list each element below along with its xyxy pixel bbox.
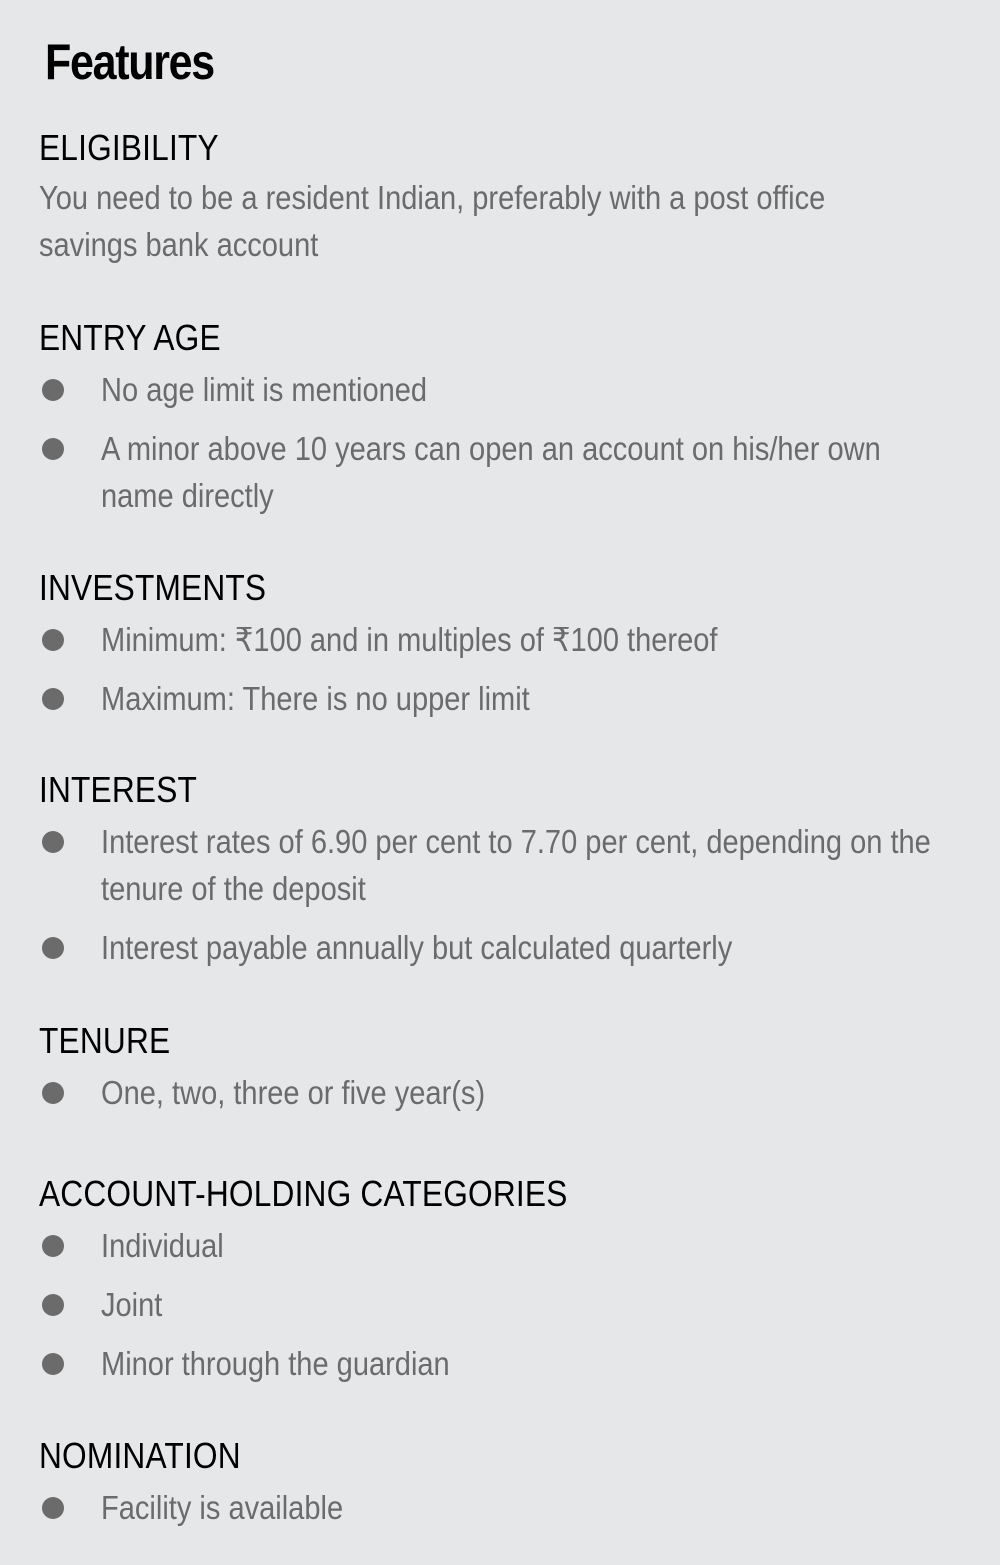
list-item-text: One, two, three or five year(s) (101, 1074, 486, 1111)
list-item-text: Facility is available (101, 1489, 344, 1526)
list-item (39, 1069, 960, 1116)
list-item (39, 366, 960, 413)
list-item-text: Maximum: There is no upper limit (101, 680, 530, 717)
page-title: Features (45, 34, 214, 90)
section-tenure (39, 1019, 960, 1128)
section-interest (39, 768, 960, 983)
list-item (39, 924, 960, 971)
list-item-text: Interest payable annually but calculated quarterly (101, 929, 733, 966)
list-item (39, 616, 960, 663)
section-account-holding-categories (39, 1172, 960, 1399)
section-heading: TENURE (39, 1020, 171, 1061)
list-item (39, 1340, 960, 1387)
section-heading: ACCOUNT-HOLDING CATEGORIES (39, 1173, 568, 1214)
bullet-list (39, 1222, 960, 1387)
section-heading: ELIGIBILITY (39, 127, 219, 168)
list-item (39, 1484, 960, 1531)
list-item-text: Individual (101, 1227, 224, 1264)
section-heading: INTEREST (39, 769, 198, 810)
list-item-text: Minor through the guardian (101, 1345, 450, 1382)
bullet-icon (42, 379, 64, 401)
list-item-text: Minimum: ₹100 and in multiples of ₹100 thereof (101, 621, 718, 658)
list-item-text: Interest rates of 6.90 per cent to 7.70 per cent, depending on the tenure of the deposit (101, 823, 931, 907)
bullet-list (39, 366, 960, 519)
bullet-icon (42, 1235, 64, 1257)
bullet-icon (42, 629, 64, 651)
bullet-icon (42, 1353, 64, 1375)
list-item (39, 425, 960, 519)
bullet-list (39, 1484, 960, 1531)
bullet-icon (42, 1082, 64, 1104)
bullet-icon (42, 937, 64, 959)
bullet-list (39, 818, 960, 971)
list-item-text: A minor above 10 years can open an account on his/her own name directly (101, 430, 881, 514)
section-heading: INVESTMENTS (39, 567, 267, 608)
list-item (39, 675, 960, 722)
bullet-list (39, 1069, 960, 1116)
list-item (39, 818, 960, 912)
list-item (39, 1281, 960, 1328)
section-nomination (39, 1434, 960, 1543)
list-item-text: Joint (101, 1286, 163, 1323)
bullet-list (39, 616, 960, 722)
list-item (39, 1222, 960, 1269)
bullet-icon (42, 1294, 64, 1316)
section-entry-age (39, 316, 960, 531)
section-heading: ENTRY AGE (39, 317, 221, 358)
section-heading: NOMINATION (39, 1435, 241, 1476)
section-eligibility (39, 126, 960, 268)
section-investments (39, 566, 960, 734)
bullet-icon (42, 1497, 64, 1519)
list-item-text: No age limit is mentioned (101, 371, 428, 408)
section-text: You need to be a resident Indian, preferably with a post office savings bank account (39, 179, 826, 263)
bullet-icon (42, 831, 64, 853)
bullet-icon (42, 438, 64, 460)
bullet-icon (42, 688, 64, 710)
